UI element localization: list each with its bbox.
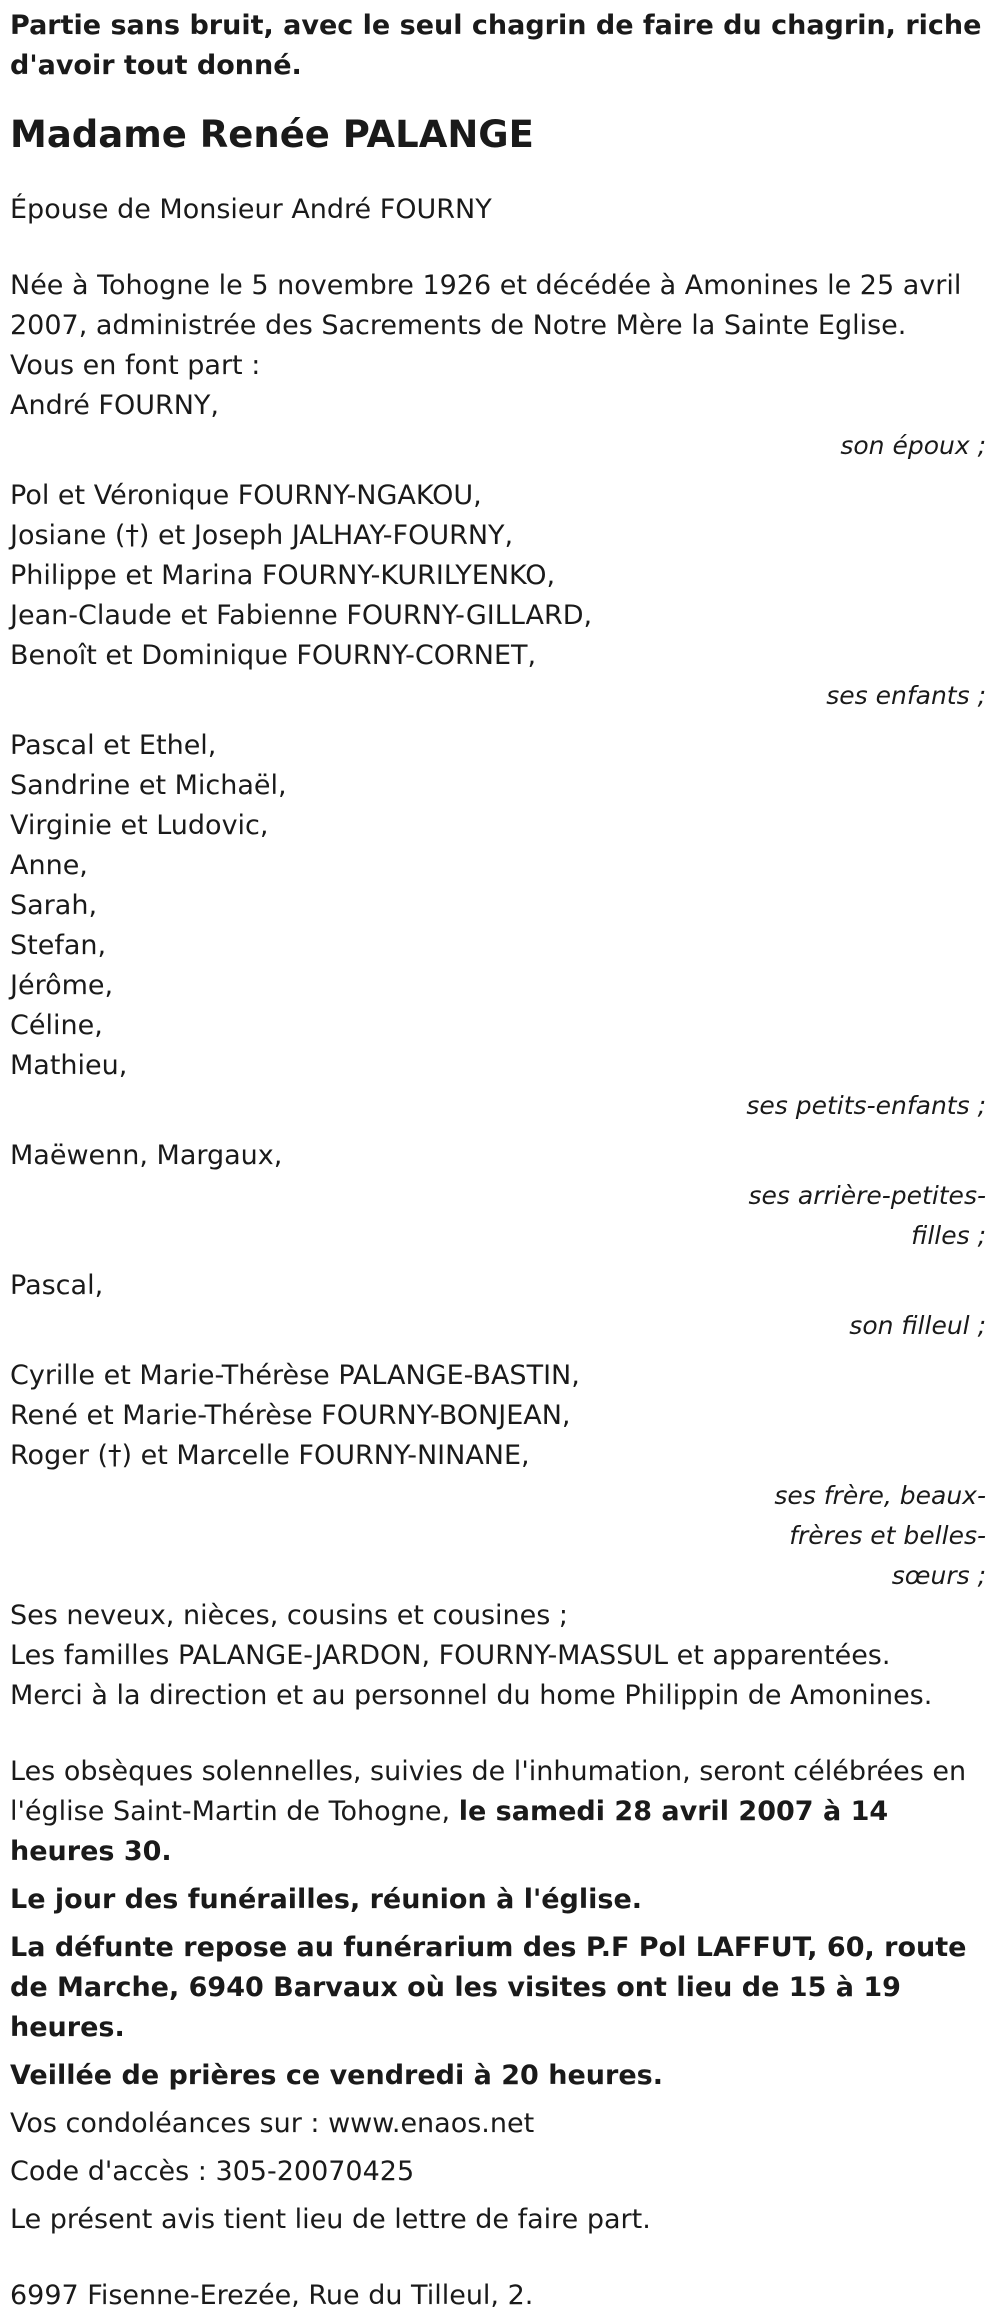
family-group-spouse <box>10 386 990 466</box>
family-name-line: Maëwenn, Margaux, <box>10 1140 283 1171</box>
relation-label: ses frère, beaux-frères et belles-sœurs ; <box>774 1481 986 1590</box>
family-name-line: Sarah, <box>10 890 98 921</box>
family-name-line: André FOURNY, <box>10 390 219 421</box>
extended-family-line: Merci à la direction et au personnel du home Philippin de Amonines. <box>10 1680 933 1711</box>
family-name-line: Roger (†) et Marcelle FOURNY-NINANE, <box>10 1440 530 1471</box>
ceremony-date: le samedi 28 avril 2007 à 14 heures 30. <box>10 1796 889 1867</box>
family-name-line: Jérôme, <box>10 970 114 1001</box>
family-group-great-grandchildren <box>10 1136 990 1256</box>
family-name-line: Virginie et Ludovic, <box>10 810 269 841</box>
condolences-line: Vos condoléances sur : www.enaos.net <box>10 2108 535 2139</box>
family-name-line: Anne, <box>10 850 88 881</box>
spouse-line: Épouse de Monsieur André FOURNY <box>10 194 492 225</box>
family-address: 6997 Fisenne-Erezée, Rue du Tilleul, 2. <box>10 2280 534 2311</box>
announce-label: Vous en font part : <box>10 350 261 381</box>
family-group-grandchildren <box>10 726 990 1126</box>
family-name-line: Sandrine et Michaël, <box>10 770 287 801</box>
access-code-line: Code d'accès : 305-20070425 <box>10 2156 415 2187</box>
family-name-line: Pascal et Ethel, <box>10 730 217 761</box>
family-name-line: Cyrille et Marie-Thérèse PALANGE-BASTIN, <box>10 1360 580 1391</box>
vigil-note: Veillée de prières ce vendredi à 20 heures. <box>10 2060 663 2091</box>
family-name-line: René et Marie-Thérèse FOURNY-BONJEAN, <box>10 1400 571 1431</box>
funerarium-note: La défunte repose au funérarium des P.F Pol LAFFUT, 60, route de Marche, 6940 Barvaux où les visites ont lieu de 15 à 19 heures. <box>10 1932 967 2043</box>
family-name-line: Jean-Claude et Fabienne FOURNY-GILLARD, <box>10 600 593 631</box>
family-name-line: Mathieu, <box>10 1050 128 1081</box>
relation-label: son filleul ; <box>849 1311 986 1340</box>
family-name-line: Josiane (†) et Joseph JALHAY-FOURNY, <box>10 520 514 551</box>
extended-family-line: Ses neveux, nièces, cousins et cousines ; <box>10 1600 568 1631</box>
family-name-line: Benoît et Dominique FOURNY-CORNET, <box>10 640 537 671</box>
family-group-godson <box>10 1266 990 1346</box>
family-name-line: Pascal, <box>10 1270 104 1301</box>
relation-label: ses arrière-petites-filles ; <box>748 1181 986 1250</box>
family-name-line: Céline, <box>10 1010 103 1041</box>
family-group-siblings <box>10 1356 990 1596</box>
relation-label: ses petits-enfants ; <box>746 1091 986 1120</box>
extended-family-line: Les familles PALANGE-JARDON, FOURNY-MASSUL et apparentées. <box>10 1640 891 1671</box>
relation-label: ses enfants ; <box>826 681 986 710</box>
deceased-name: Madame Renée PALANGE <box>10 113 534 156</box>
family-name-line: Stefan, <box>10 930 107 961</box>
notice-line: Le présent avis tient lieu de lettre de faire part. <box>10 2204 651 2235</box>
birth-death-text: Née à Tohogne le 5 novembre 1926 et décédée à Amonines le 25 avril 2007, administrée des Sacrements de Notre Mère la Sainte Eglise. <box>10 270 962 341</box>
intro-quote: Partie sans bruit, avec le seul chagrin de faire du chagrin, riche d'avoir tout donné. <box>10 10 982 81</box>
extended-family <box>10 1596 990 1716</box>
relation-label: son époux ; <box>840 431 986 460</box>
meeting-note: Le jour des funérailles, réunion à l'église. <box>10 1884 643 1915</box>
family-name-line: Pol et Véronique FOURNY-NGAKOU, <box>10 480 482 511</box>
family-group-children <box>10 476 990 716</box>
family-name-line: Philippe et Marina FOURNY-KURILYENKO, <box>10 560 556 591</box>
ceremony-text <box>10 1752 990 1872</box>
ceremony-details: Les obsèques solennelles, suivies de l'inhumation, seront célébrées en l'église Saint-Martin de Tohogne, <box>10 1756 967 1827</box>
